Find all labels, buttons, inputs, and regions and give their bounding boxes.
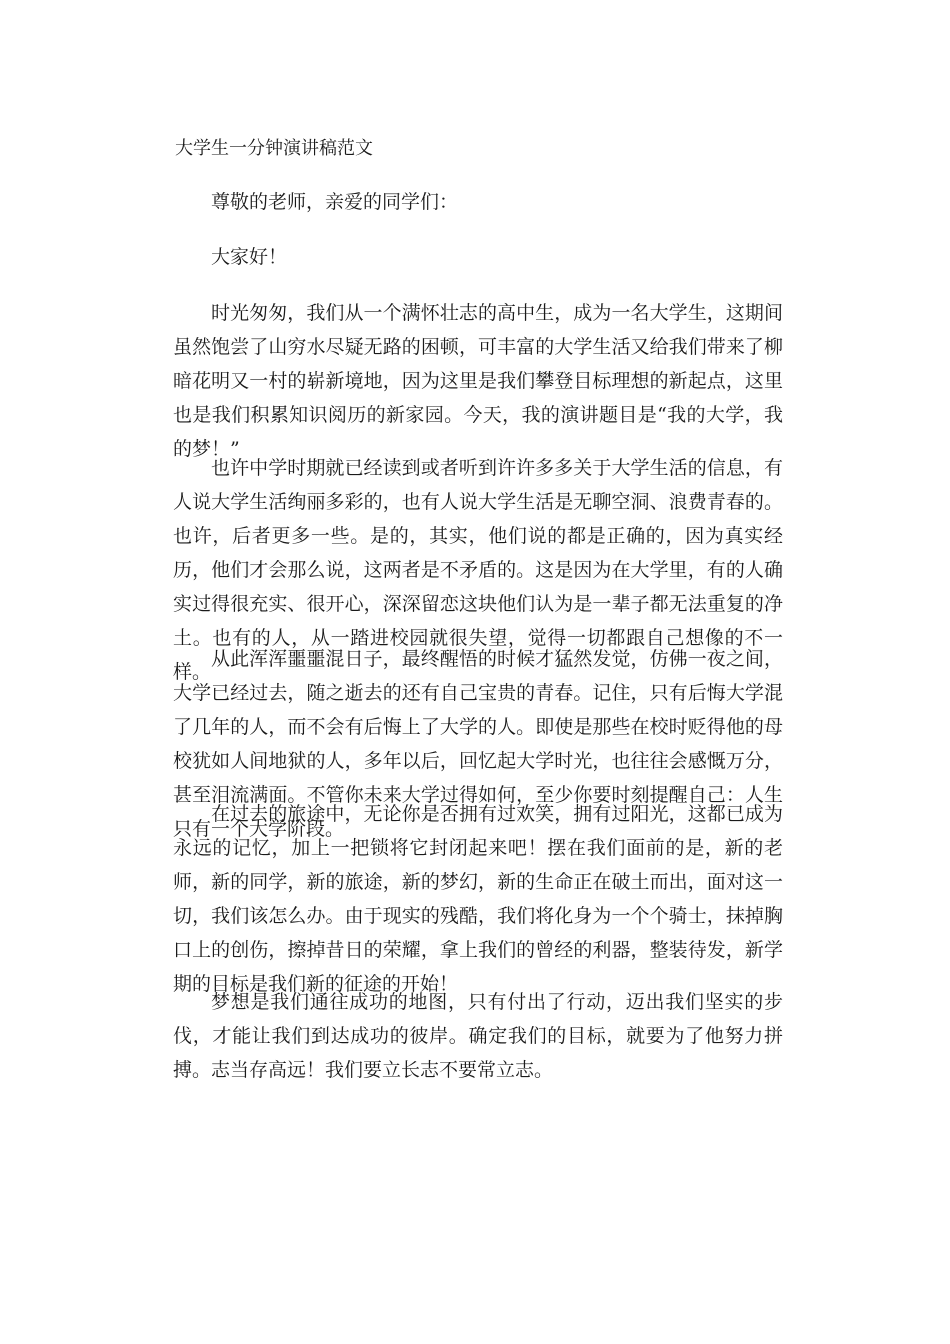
document-title: 大学生一分钟演讲稿范文 xyxy=(175,138,373,159)
paragraph-5: 梦想是我们通往成功的地图，只有付出了行动，迈出我们坚实的步伐，才能让我们到达成功的彼岸。确定我们的目标，就要为了他努力拼搏。志当存高远！我们要立长志不要常立志。 xyxy=(173,991,783,1081)
greeting: 大家好！ xyxy=(211,246,288,268)
paragraph-1: 时光匆匆，我们从一个满怀壮志的高中生，成为一名大学生，这期间虽然饱尝了山穷水尽疑无路的困顿，可丰富的大学生活又给我们带来了柳暗花明又一村的崭新境地，因为这里是我们攀登目标理想的新起点，这里也是我们积累知识阅历的新家园。今天，我的演讲题目是“我的大学，我的梦！” xyxy=(173,302,783,460)
paragraph-3: 从此浑浑噩噩混日子，最终醒悟的时候才猛然发觉，仿佛一夜之间，大学已经过去，随之逝去的还有自己宝贵的青春。记住，只有后悔大学混了几年的人，而不会有后悔上了大学的人。即使是那些在校时贬得他的母校犹如人间地狱的人，多年以后，回忆起大学时光，也往往会感慨万分，甚至泪流满面。不管你未来大学过得如何，至少你要时刻提醒自己：人生只有一个大学阶段。 xyxy=(173,648,783,840)
paragraph-4: 在过去的旅途中，无论你是否拥有过欢笑，拥有过阳光，这都已成为永远的记忆，加上一把锁将它封闭起来吧！摆在我们面前的是，新的老师，新的同学，新的旅途，新的梦幻，新的生命正在破土而出，面对这一切，我们该怎么办。由于现实的残酷，我们将化身为一个个骑士，抹掉胸口上的创伤，擦掉昔日的荣耀，拿上我们的曾经的利器，整装待发，新学期的目标是我们新的征途的开始！ xyxy=(173,803,783,995)
salutation: 尊敬的老师，亲爱的同学们： xyxy=(211,191,459,213)
paragraph-2: 也许中学时期就已经读到或者听到许许多多关于大学生活的信息，有人说大学生活绚丽多彩的，也有人说大学生活是无聊空洞、浪费青春的。也许，后者更多一些。是的，其实，他们说的都是正确的，因为真实经历，他们才会那么说，这两者是不矛盾的。这是因为在大学里，有的人确实过得很充实、很开心，深深留恋这块他们认为是一辈子都无法重复的净土。也有的人，从一踏进校园就很失望，觉得一切都跟自己想像的不一样。 xyxy=(173,457,783,683)
